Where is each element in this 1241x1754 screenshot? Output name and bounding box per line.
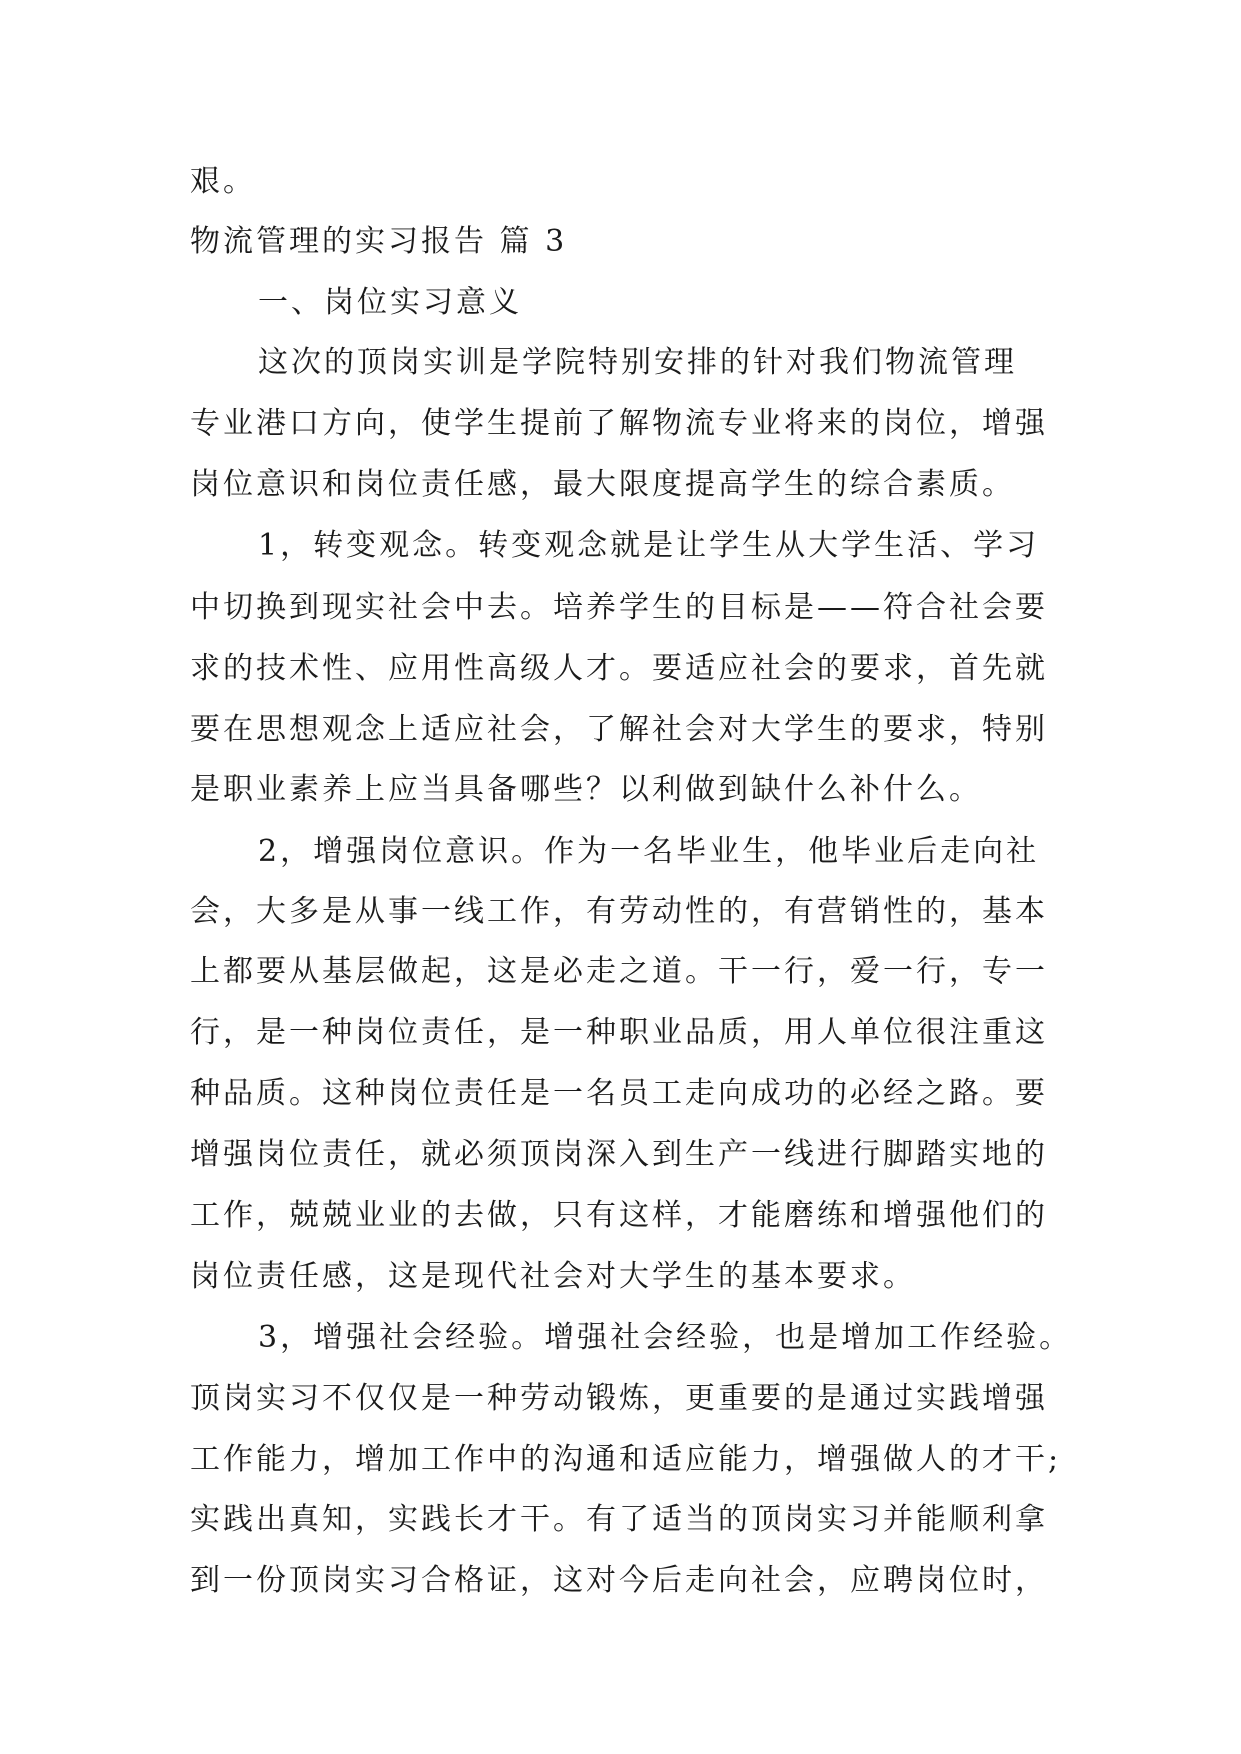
paragraph-line: 到一份顶岗实习合格证，这对今后走向社会，应聘岗位时， bbox=[190, 1563, 1048, 1598]
paragraph-line: 工作，兢兢业业的去做，只有这样，才能磨练和增强他们的 bbox=[190, 1198, 1048, 1233]
paragraph-line: 要在思想观念上适应社会，了解社会对大学生的要求，特别 bbox=[190, 712, 1048, 747]
section-title: 物流管理的实习报告 篇 3 bbox=[190, 224, 568, 259]
paragraph-line: 顶岗实习不仅仅是一种劳动锻炼，更重要的是通过实践增强 bbox=[190, 1381, 1048, 1416]
paragraph-line: 3，增强社会经验。增强社会经验，也是增加工作经验。 bbox=[258, 1320, 1073, 1355]
paragraph-line: 求的技术性、应用性高级人才。要适应社会的要求，首先就 bbox=[190, 651, 1048, 686]
section-heading: 一、岗位实习意义 bbox=[258, 285, 522, 320]
paragraph-line: 行，是一种岗位责任，是一种职业品质，用人单位很注重这 bbox=[190, 1015, 1048, 1050]
paragraph-line: 会，大多是从事一线工作，有劳动性的，有营销性的，基本 bbox=[190, 894, 1048, 929]
paragraph-line: 工作能力，增加工作中的沟通和适应能力，增强做人的才干; bbox=[190, 1442, 1062, 1477]
paragraph-line: 专业港口方向，使学生提前了解物流专业将来的岗位，增强 bbox=[190, 406, 1048, 441]
text-line: 艰。 bbox=[190, 164, 256, 199]
paragraph-line: 2，增强岗位意识。作为一名毕业生，他毕业后走向社 bbox=[258, 834, 1040, 869]
paragraph-line: 1，转变观念。转变观念就是让学生从大学生活、学习 bbox=[258, 528, 1040, 563]
paragraph-line: 种品质。这种岗位责任是一名员工走向成功的必经之路。要 bbox=[190, 1076, 1048, 1111]
paragraph-line: 上都要从基层做起，这是必走之道。干一行，爱一行，专一 bbox=[190, 954, 1048, 989]
paragraph-line: 这次的顶岗实训是学院特别安排的针对我们物流管理 bbox=[258, 345, 1017, 380]
paragraph-line: 中切换到现实社会中去。培养学生的目标是——符合社会要 bbox=[190, 590, 1048, 625]
paragraph-line: 是职业素养上应当具备哪些？以利做到缺什么补什么。 bbox=[190, 772, 982, 807]
paragraph-line: 增强岗位责任，就必须顶岗深入到生产一线进行脚踏实地的 bbox=[190, 1137, 1048, 1172]
paragraph-line: 岗位意识和岗位责任感，最大限度提高学生的综合素质。 bbox=[190, 467, 1015, 502]
paragraph-line: 实践出真知，实践长才干。有了适当的顶岗实习并能顺利拿 bbox=[190, 1502, 1048, 1537]
paragraph-line: 岗位责任感，这是现代社会对大学生的基本要求。 bbox=[190, 1259, 916, 1294]
